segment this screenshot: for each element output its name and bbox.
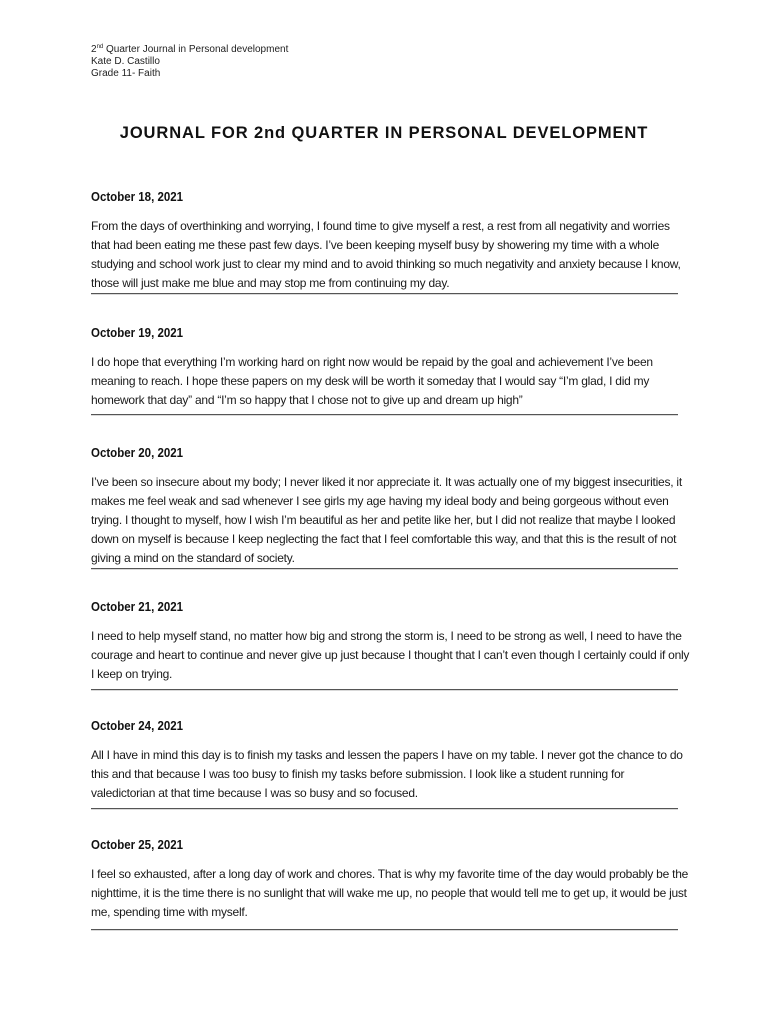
entry-divider [91,689,678,690]
entry-divider [91,808,678,809]
page-title: JOURNAL FOR 2nd QUARTER IN PERSONAL DEVELOPMENT [119,124,649,142]
entry-date: October 24, 2021 [91,719,184,733]
journal-entry [91,326,681,410]
entry-text: I’ve been so insecure about my body; I never liked it nor appreciate it. It was actually one of my biggest insecurities, it makes me feel weak and sad whenever I see girls my age having my ideal body and being gorgeous without even trying. I thought to myself, how I wish I’m beautiful as her and petite like her, but I did not realize that maybe I looked down on myself is because I keep neglecting the fact that I feel comfortable this way, and that this is the result of not giving a mind on the standard of society. [91,475,682,565]
journal-entry [91,600,690,684]
entry-text: I feel so exhausted, after a long day of work and chores. That is why my favorite time of the day would probably be the nighttime, it is the time there is no sunlight that will wake me up, no people that would tell me to get up, it would be just me, spending time with myself. [91,867,689,919]
entry-divider [91,414,678,415]
entry-date: October 25, 2021 [91,838,184,852]
journal-entry [91,719,681,803]
header-course-text: Quarter Journal in Personal development [103,44,289,55]
header-ordinal-suffix: nd [96,44,104,50]
header-course-line [91,44,288,56]
entry-date: October 21, 2021 [91,600,184,614]
entry-divider [91,568,678,569]
entry-text: From the days of overthinking and worrying, I found time to give myself a rest, a rest from all negativity and worries that had been eating me these past few days. I’ve been keeping myself busy by showering my time with a whole studying and school work just to clear my mind and to avoid thinking so much negativity and anxiety because I know, those will just make me blue and may stop me from continuing my day. [91,219,681,290]
document-header [91,44,288,80]
journal-entry [91,446,681,568]
entry-text: All I have in mind this day is to finish my tasks and lessen the papers I have on my table. I never got the chance to do this and that because I was too busy to finish my tasks before submission. I look like a student running for valedictorian at that time because I was so busy and so focused. [91,748,683,800]
entry-date: October 19, 2021 [91,326,184,340]
header-grade-section: Grade 11- Faith [91,68,161,79]
entry-date: October 18, 2021 [91,190,184,204]
journal-entry [91,190,681,293]
journal-entry [91,838,689,922]
entry-divider [91,929,678,930]
header-ordinal: 2 [91,44,97,55]
header-student-name: Kate D. Castillo [91,56,160,67]
entry-text: I do hope that everything I’m working hard on right now would be repaid by the goal and achievement I’ve been meaning to reach. I hope these papers on my desk will be worth it someday that I would say “I’m glad, I did my homework that day” and “I’m so happy that I chose not to give up and dream up high” [91,355,653,407]
entry-text: I need to help myself stand, no matter how big and strong the storm is, I need to be strong as well, I need to have the courage and heart to continue and never give up just because I thought that I can’t even though I certainly could if only I keep on trying. [91,629,690,681]
entry-date: October 20, 2021 [91,446,184,460]
entry-divider [91,293,678,294]
